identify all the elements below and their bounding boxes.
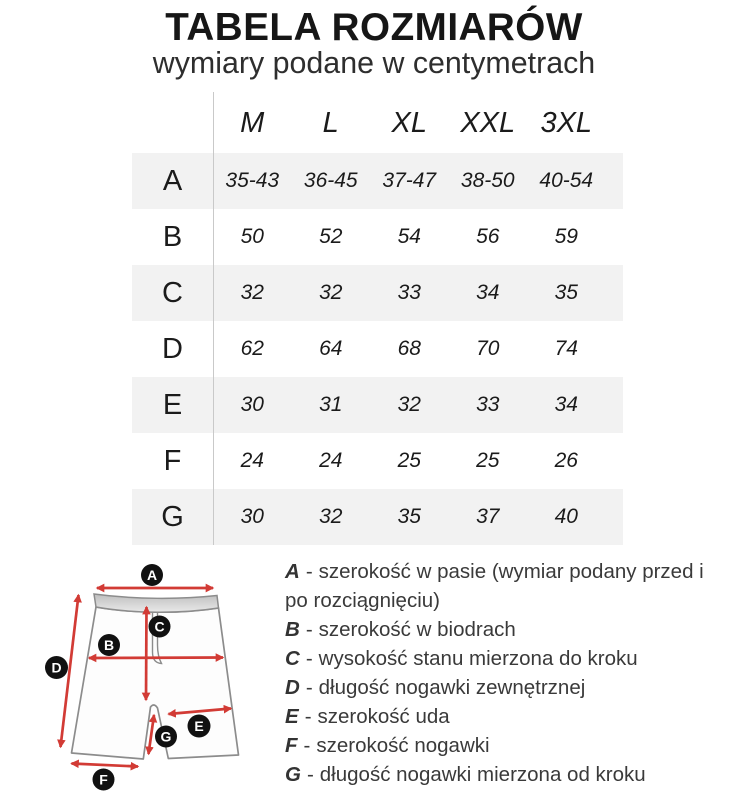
badge-letter: B xyxy=(103,637,115,653)
table-row-f xyxy=(132,433,623,489)
legend-separator: - xyxy=(305,647,313,670)
legend-separator: - xyxy=(304,705,312,728)
legend-entry-g xyxy=(285,760,715,789)
badge-letter: F xyxy=(99,771,108,788)
cell: 68 xyxy=(397,337,421,360)
cell: 37-47 xyxy=(382,169,437,192)
table-column-divider xyxy=(213,92,214,545)
cell: 30 xyxy=(240,505,264,528)
legend-entry-f xyxy=(285,731,715,760)
cell: 35-43 xyxy=(225,169,280,192)
cell: 32 xyxy=(319,505,343,528)
page-subtitle: wymiary podane w centymetrach xyxy=(152,45,596,80)
size-column-l: L xyxy=(322,106,339,139)
cell: 40-54 xyxy=(539,169,594,192)
cell: 40 xyxy=(554,505,578,528)
cell: 62 xyxy=(240,337,264,360)
cell: 25 xyxy=(397,449,421,472)
cell: 52 xyxy=(319,225,343,248)
legend-separator: - xyxy=(305,560,313,583)
cell: 38-50 xyxy=(460,169,515,192)
badge-letter: D xyxy=(51,659,62,676)
size-table-header-row xyxy=(132,93,623,153)
cell: 32 xyxy=(397,393,421,416)
row-label: B xyxy=(162,220,183,253)
row-label: C xyxy=(162,276,183,309)
cell: 31 xyxy=(319,393,343,416)
badge-d xyxy=(45,656,68,679)
size-column-xl: XL xyxy=(391,106,427,139)
cell: 32 xyxy=(319,281,343,304)
cell: 36-45 xyxy=(303,169,358,192)
cell: 37 xyxy=(476,505,500,528)
badge-a xyxy=(141,564,163,586)
legend-text: długość nogawki mierzona od kroku xyxy=(319,763,646,786)
cell: 34 xyxy=(476,281,500,304)
cell: 50 xyxy=(240,225,264,248)
cell: 24 xyxy=(240,449,264,472)
badge-letter: C xyxy=(154,618,165,635)
legend-separator: - xyxy=(305,676,313,699)
legend-letter: A xyxy=(285,560,300,583)
cell: 70 xyxy=(476,337,500,360)
cell: 32 xyxy=(240,281,264,304)
cell: 24 xyxy=(319,449,343,472)
badge-letter: G xyxy=(160,728,172,745)
legend-entry-c xyxy=(285,644,715,673)
table-row-g xyxy=(132,489,623,545)
legend-text: szerokość nogawki xyxy=(316,734,490,757)
table-row-b xyxy=(132,209,623,265)
cell: 35 xyxy=(397,505,421,528)
legend-entry-d xyxy=(285,673,715,702)
cell: 30 xyxy=(240,393,264,416)
badge-g xyxy=(155,726,177,748)
size-column-3xl: 3XL xyxy=(540,106,593,139)
badge-f xyxy=(93,769,115,791)
table-row-e xyxy=(132,377,623,433)
row-label: D xyxy=(162,332,183,365)
cell: 35 xyxy=(554,281,578,304)
shorts-measurement-diagram xyxy=(40,555,290,796)
page-title: TABELA ROZMIARÓW xyxy=(165,6,583,49)
legend-entry-e xyxy=(285,702,715,731)
shorts-waistband xyxy=(94,594,219,612)
legend-letter: B xyxy=(285,618,300,641)
badge-c xyxy=(149,616,171,638)
legend-entry-a xyxy=(285,557,715,615)
cell: 25 xyxy=(476,449,500,472)
size-table xyxy=(132,153,623,545)
table-row-a xyxy=(132,153,623,209)
measurement-legend xyxy=(285,557,715,789)
cell: 74 xyxy=(554,337,578,360)
badge-b xyxy=(98,634,120,656)
legend-letter: G xyxy=(285,763,301,786)
legend-entry-b xyxy=(285,615,715,644)
size-column-xxl: XXL xyxy=(460,106,516,139)
arrow-c xyxy=(146,607,147,700)
legend-text: szerokość w biodrach xyxy=(318,618,516,641)
legend-separator: - xyxy=(303,734,311,757)
legend-letter: C xyxy=(285,647,300,670)
badge-letter: E xyxy=(194,718,204,734)
row-label: F xyxy=(163,444,182,477)
legend-text: szerokość w pasie (wymiar podany przed i po rozciągnięciu) xyxy=(285,560,704,612)
cell: 26 xyxy=(554,449,578,472)
row-label: E xyxy=(162,388,183,421)
cell: 34 xyxy=(554,393,578,416)
cell: 54 xyxy=(397,225,421,248)
badge-letter: A xyxy=(146,567,158,583)
legend-text: szerokość uda xyxy=(317,705,450,728)
cell: 56 xyxy=(476,225,500,248)
arrow-b xyxy=(89,658,223,659)
cell: 33 xyxy=(476,393,500,416)
badge-e xyxy=(188,715,211,738)
legend-letter: E xyxy=(285,705,299,728)
legend-text: wysokość stanu mierzona do kroku xyxy=(318,647,638,670)
legend-separator: - xyxy=(306,763,314,786)
arrow-f xyxy=(72,764,139,767)
legend-letter: F xyxy=(285,734,298,757)
legend-text: długość nogawki zewnętrznej xyxy=(318,676,586,699)
legend-separator: - xyxy=(305,618,313,641)
table-row-d xyxy=(132,321,623,377)
table-row-c xyxy=(132,265,623,321)
cell: 59 xyxy=(554,225,578,248)
size-column-m: M xyxy=(240,106,265,139)
row-label: A xyxy=(162,164,183,197)
row-label: G xyxy=(161,500,184,533)
legend-letter: D xyxy=(285,676,300,699)
cell: 64 xyxy=(319,337,343,360)
cell: 33 xyxy=(397,281,421,304)
